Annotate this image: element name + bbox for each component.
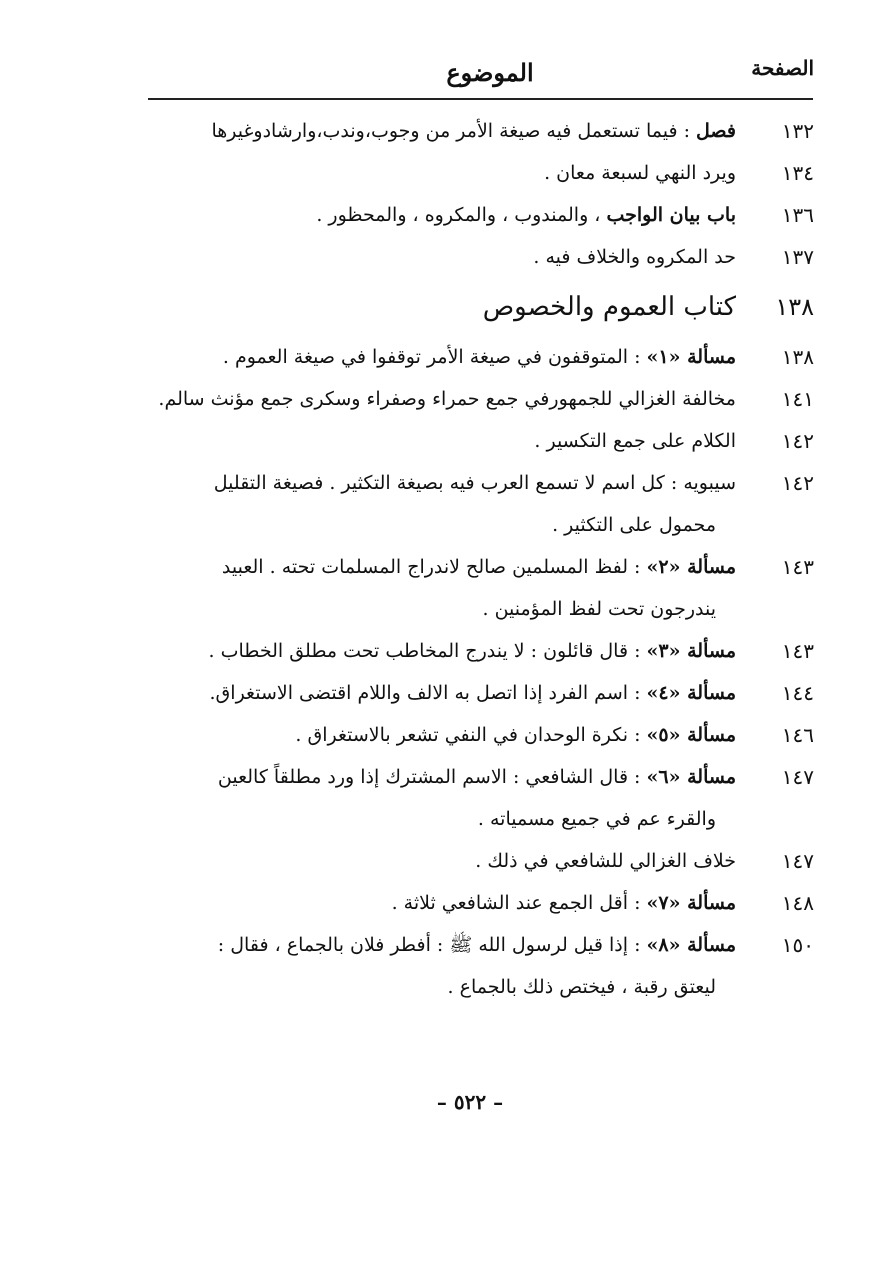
index-entry bbox=[154, 152, 814, 194]
entry-text: : إذا قيل لرسول الله ﷺ : أفطر فلان بالجماع ، فقال : bbox=[217, 934, 647, 956]
index-entry bbox=[154, 630, 814, 672]
index-entries bbox=[154, 110, 814, 1008]
entry-topic bbox=[154, 462, 748, 546]
entry-text: : المتوقفون في صيغة الأمر توقفوا في صيغة العموم . bbox=[222, 346, 647, 368]
entry-page-number: ١٤١ bbox=[781, 387, 814, 411]
entry-page-number: ١٤٧ bbox=[781, 849, 814, 873]
entry-text: سيبويه : كل اسم لا تسمع العرب فيه بصيغة التكثير . فصيغة التقليل bbox=[213, 472, 736, 494]
index-entry bbox=[154, 110, 814, 152]
entry-lead: فصل bbox=[696, 120, 736, 142]
entry-page-number: ١٤٨ bbox=[781, 891, 814, 915]
entry-text: : قال الشافعي : الاسم المشترك إذا ورد مطلقاً كالعين bbox=[217, 766, 647, 788]
index-entry bbox=[154, 194, 814, 236]
entry-topic bbox=[154, 756, 748, 840]
entry-page-number: ١٣٢ bbox=[781, 119, 814, 143]
index-entry bbox=[154, 882, 814, 924]
page-column-header: الصفحة bbox=[751, 56, 814, 80]
entry-topic bbox=[154, 546, 748, 630]
entry-page-number: ١٤٦ bbox=[781, 723, 814, 747]
section-title: كتاب العموم والخصوص bbox=[482, 292, 736, 322]
index-entry bbox=[154, 924, 814, 1008]
entry-lead: مسألة «١» bbox=[646, 346, 736, 368]
entry-lead: مسألة «٧» bbox=[646, 892, 736, 914]
entry-topic bbox=[154, 152, 748, 194]
index-entry bbox=[154, 462, 814, 546]
entry-text: خلاف الغزالي للشافعي في ذلك . bbox=[475, 850, 736, 872]
entry-topic bbox=[154, 882, 748, 924]
index-entry bbox=[154, 336, 814, 378]
entry-lead: مسألة «٨» bbox=[646, 934, 736, 956]
entry-topic bbox=[154, 672, 748, 714]
entry-page-number: ١٤٤ bbox=[781, 681, 814, 705]
header-divider bbox=[148, 98, 813, 100]
entry-page-number: ١٤٣ bbox=[781, 639, 814, 663]
entry-lead: مسألة «٢» bbox=[646, 556, 736, 578]
entry-continuation: محمول على التكثير . bbox=[552, 514, 716, 536]
index-entry bbox=[154, 420, 814, 462]
index-entry bbox=[154, 672, 814, 714]
entry-lead: باب بيان الواجب bbox=[606, 204, 736, 226]
entry-topic bbox=[154, 924, 748, 1008]
index-entry bbox=[154, 714, 814, 756]
entry-text: الكلام على جمع التكسير . bbox=[534, 430, 736, 452]
entry-page-number: ١٤٢ bbox=[781, 471, 814, 495]
entry-topic bbox=[154, 714, 748, 756]
index-entry bbox=[154, 840, 814, 882]
entry-text: : لفظ المسلمين صالح لاندراج المسلمات تحته . العبيد bbox=[221, 556, 647, 578]
entry-continuation: ليعتق رقبة ، فيختص ذلك بالجماع . bbox=[447, 976, 716, 998]
entry-topic bbox=[154, 378, 748, 420]
entry-topic bbox=[154, 336, 748, 378]
index-entry bbox=[154, 378, 814, 420]
entry-page-number: ١٤٣ bbox=[781, 555, 814, 579]
entry-text: : اسم الفرد إذا اتصل به الالف واللام اقتضى الاستغراق. bbox=[209, 682, 647, 704]
index-entry bbox=[154, 756, 814, 840]
entry-topic bbox=[154, 840, 748, 882]
entry-text: : فيما تستعمل فيه صيغة الأمر من وجوب،وندب،وارشادوغيرها bbox=[211, 120, 697, 142]
entry-lead: مسألة «٣» bbox=[646, 640, 736, 662]
entry-topic bbox=[154, 420, 748, 462]
entry-page-number: ١٣٧ bbox=[781, 245, 814, 269]
entry-continuation: والقرء عم في جميع مسمياته . bbox=[477, 808, 716, 830]
entry-text: : قال قائلون : لا يندرج المخاطب تحت مطلق الخطاب . bbox=[208, 640, 647, 662]
entry-page-number: ١٤٧ bbox=[781, 765, 814, 789]
entry-topic bbox=[154, 236, 748, 278]
entry-topic bbox=[154, 194, 748, 236]
entry-text: ويرد النهي لسبعة معان . bbox=[544, 162, 736, 184]
entry-lead: مسألة «٤» bbox=[646, 682, 736, 704]
entry-continuation: يندرجون تحت لفظ المؤمنين . bbox=[482, 598, 716, 620]
index-entry bbox=[154, 546, 814, 630]
entry-text: ، والمندوب ، والمكروه ، والمحظور . bbox=[316, 204, 607, 226]
entry-text: حد المكروه والخلاف فيه . bbox=[533, 246, 736, 268]
entry-topic bbox=[154, 630, 748, 672]
index-entry bbox=[154, 236, 814, 278]
entry-lead: مسألة «٦» bbox=[646, 766, 736, 788]
entry-page-number: ١٣٨ bbox=[781, 345, 814, 369]
page-number-footer: – ٥٢٢ – bbox=[436, 1090, 504, 1114]
entry-page-number: ١٣٤ bbox=[781, 161, 814, 185]
entry-topic bbox=[154, 278, 748, 336]
entry-text: : أقل الجمع عند الشافعي ثلاثة . bbox=[391, 892, 647, 914]
entry-text: مخالفة الغزالي للجمهورفي جمع حمراء وصفراء وسكرى جمع مؤنث سالم. bbox=[158, 388, 736, 410]
index-section-entry bbox=[154, 278, 814, 336]
entry-page-number: ١٣٦ bbox=[781, 203, 814, 227]
topic-column-header: الموضوع bbox=[446, 58, 534, 87]
entry-page-number: ١٣٨ bbox=[775, 293, 814, 321]
entry-text: : نكرة الوحدان في النفي تشعر بالاستغراق . bbox=[295, 724, 647, 746]
entry-lead: مسألة «٥» bbox=[646, 724, 736, 746]
entry-page-number: ١٥٠ bbox=[781, 933, 814, 957]
entry-page-number: ١٤٢ bbox=[781, 429, 814, 453]
entry-topic bbox=[154, 110, 748, 152]
